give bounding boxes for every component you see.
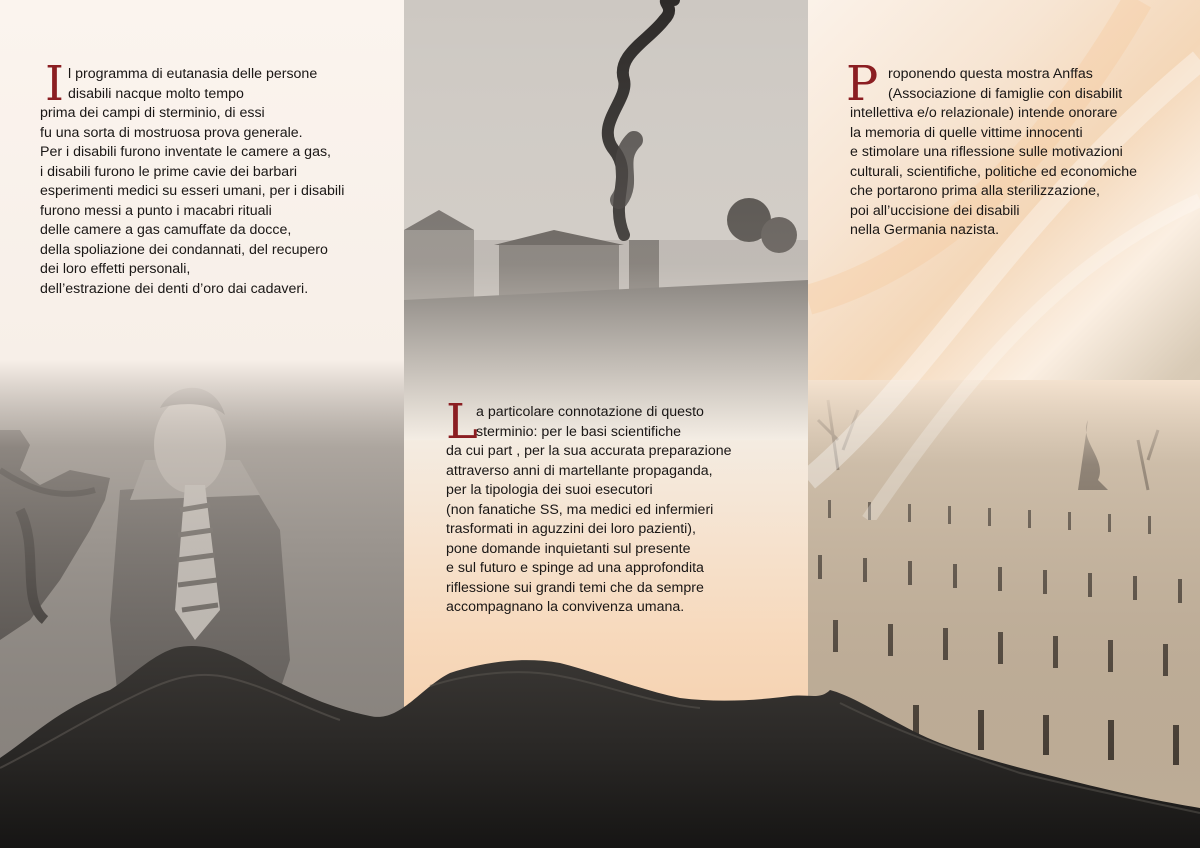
text-line: (non fanatiche SS, ma medici ed infermieri [446,501,714,518]
left-dropcap: I [45,56,64,112]
text-line: disabili nacque molto tempo [68,85,244,102]
text-line: roponendo questa mostra Anffas [888,66,1093,82]
text-line: accompagnano la convivenza umana. [446,599,685,615]
text-line: esperimenti medici su esseri umani, per i disabili [40,183,345,199]
text-line: la memoria di quelle vittime innocenti [850,124,1083,141]
text-line: (Associazione di famiglie con disabilit [888,85,1123,102]
text-line: intellettiva e/o relazionale) intende onorare [850,105,1118,121]
text-line: dell’estrazione dei denti d’oro dai cadaveri. [40,280,309,297]
torn-paper-edge [0,628,1200,848]
text-line: l programma di eutanasia delle persone [68,66,318,82]
right-lines-indented [888,65,1122,104]
text-line: nella Germania nazista. [850,222,1000,238]
text-line: e sul futuro e spinge ad una approfondita [446,560,704,576]
text-line: sterminio: per le basi scientifiche [476,423,682,440]
text-line: i disabili furono le prime cavie dei barbari [40,163,298,180]
text-line: e stimolare una riflessione sulle motivazioni [850,144,1123,160]
text-line: Per i disabili furono inventate le camere a gas, [40,144,332,160]
text-line: furono messi a punto i macabri rituali [40,202,272,219]
right-lines [850,104,1137,241]
text-line: poi all’uccisione dei disabili [850,202,1020,219]
middle-lines [446,442,732,618]
middle-dropcap: L [446,394,478,450]
text-line: dei loro effetti personali, [40,261,191,277]
right-dropcap: P [846,56,879,112]
text-line: per la tipologia dei suoi esecutori [446,482,653,498]
text-line: trasformati in aguzzini dei loro pazienti), [446,521,696,537]
left-lines [40,104,344,299]
text-line: delle camere a gas camuffate da docce, [40,222,292,238]
text-line: prima dei campi di sterminio, di essi [40,105,265,121]
text-line: fu una sorta di mostruosa prova generale. [40,124,303,141]
text-line: a particolare connotazione di questo [476,404,704,420]
castle-photo [404,0,808,440]
text-line: riflessione sui grandi temi che da sempre [446,579,704,596]
middle-lines-indented [476,403,704,442]
text-line: attraverso anni di martellante propaganda, [446,462,713,479]
text-line: culturali, scientifiche, politiche ed economiche [850,163,1138,180]
text-line: pone domande inquietanti sul presente [446,540,691,557]
text-line: della spoliazione dei condannati, del recupero [40,241,328,258]
text-line: da cui part , per la sua accurata preparazione [446,443,732,459]
left-lines-indented [68,65,317,104]
text-line: che portarono prima alla sterilizzazione, [850,183,1100,199]
